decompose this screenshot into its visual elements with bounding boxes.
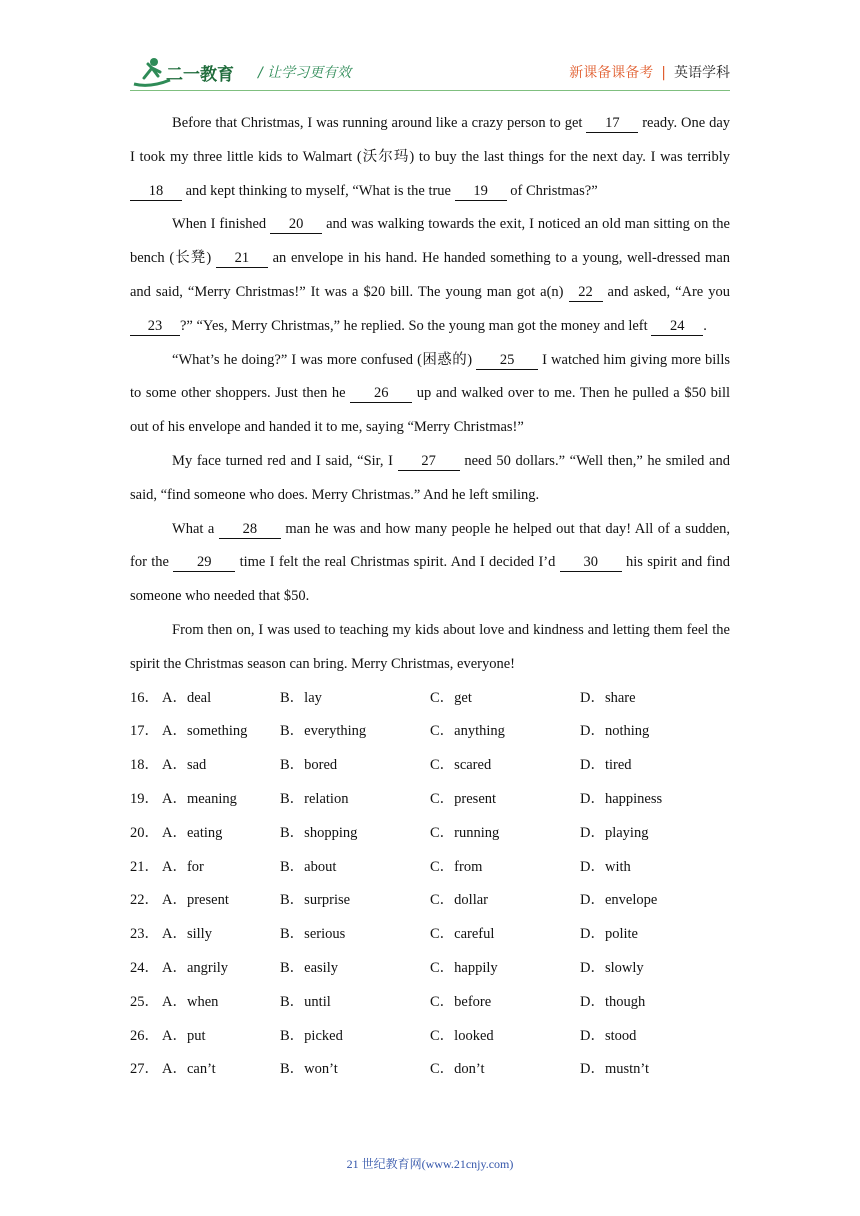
passage-text: When I finished [172,216,271,233]
option-choice: B．picked [280,1027,343,1044]
option-choice: D．though [580,993,646,1010]
logo [130,54,250,90]
answer-blank: 24 [651,317,703,336]
option-choice: C．get [430,689,472,706]
option-choice: A．deal [162,689,212,706]
option-cell [430,952,580,986]
answer-blank: 21 [216,249,268,268]
option-cell [280,851,430,885]
option-choice: B．surprise [280,892,351,909]
option-cell [430,1053,580,1087]
question-row [130,952,730,986]
option-choice: D．mustn’t [580,1061,650,1078]
question-row [130,749,730,783]
passage-paragraph [130,614,730,682]
passage-text: . [703,317,707,334]
option-cell [130,884,280,918]
option-choice: A．sad [162,757,207,774]
passage-text: and kept thinking to myself, “What is the true [182,182,455,199]
passage-paragraph [130,107,730,208]
question-row [130,715,730,749]
passage-text: need 50 dollars.” “Well then,” he smiled and said, “find someone who does. Merry Christmas.” And he left smiling. [130,452,730,503]
option-cell [430,986,580,1020]
option-cell [580,986,730,1020]
option-choice: D．share [580,689,636,706]
option-choice: C．looked [430,1027,494,1044]
passage-text: time I felt the real Christmas spirit. And I decided I’d [235,554,560,571]
option-choice: A．put [162,1027,206,1044]
option-choice: A．can’t [162,1061,216,1078]
option-cell [430,783,580,817]
option-choice: C．before [430,993,492,1010]
option-cell [280,1053,430,1087]
header-subject [569,62,730,82]
passage-paragraph [130,344,730,445]
question-number: 26． [130,1027,159,1044]
option-cell [280,682,430,716]
page-footer: 21 世纪教育网(www.21cnjy.com) [346,1157,514,1171]
option-choice: C．scared [430,757,492,774]
question-row [130,851,730,885]
option-cell [130,1020,280,1054]
passage-text: What a [172,520,219,537]
option-cell [430,817,580,851]
option-choice: A．eating [162,824,223,841]
option-cell [280,986,430,1020]
header-separator: | [661,65,666,81]
passage-text: From then on, I was used to teaching my kids about love and kindness and letting them feel the spirit the Christmas season can bring. Merry Christmas, everyone! [130,621,730,672]
passage-text: man he was and how many people he helped out that day! All of a sudden, for the [130,520,730,571]
option-choice: D．playing [580,824,649,841]
option-cell [130,986,280,1020]
option-choice: C．careful [430,926,495,943]
passage-text: up and walked over to me. Then he pulled a $50 bill out of his envelope and handed it to me, saying “Merry Christmas!” [130,385,730,436]
option-choice: D．slowly [580,959,644,976]
answer-blank: 30 [560,553,622,572]
option-choice: B．serious [280,926,346,943]
option-choice: B．shopping [280,824,358,841]
option-choice: C．anything [430,723,505,740]
option-choice: D．nothing [580,723,650,740]
question-number: 25． [130,993,159,1010]
option-cell [130,817,280,851]
passage-text: of Christmas?” [506,182,598,199]
option-cell [280,783,430,817]
logo-text: 二一教育 [166,65,234,85]
passage-text: his spirit and find someone who needed that $50. [130,554,730,605]
option-cell [280,817,430,851]
option-cell [130,918,280,952]
option-choice: B．won’t [280,1061,338,1078]
document-body [130,107,730,1087]
question-row [130,884,730,918]
question-row [130,817,730,851]
option-cell [430,884,580,918]
question-number: 20． [130,824,159,841]
answer-blank: 18 [130,182,182,201]
question-number: 24． [130,959,159,976]
option-choice: C．happily [430,959,498,976]
passage-paragraph [130,208,730,343]
answer-blank: 22 [569,283,603,302]
passage-text: “What’s he doing?” I was more confused (困惑的) [172,351,477,368]
option-cell [580,918,730,952]
option-choice: C．running [430,824,500,841]
option-cell [580,851,730,885]
option-cell [580,682,730,716]
option-cell [580,817,730,851]
option-choice: C．dollar [430,892,488,909]
option-cell [280,952,430,986]
option-cell [580,749,730,783]
option-choice: A．something [162,723,248,740]
question-number: 21． [130,858,159,875]
option-cell [580,1053,730,1087]
question-number: 19． [130,790,159,807]
option-cell [430,682,580,716]
option-cell [580,952,730,986]
option-choice: D．with [580,858,631,875]
option-choice: C．present [430,790,497,807]
option-choice: A．angrily [162,959,229,976]
option-cell [280,918,430,952]
header-divider [130,90,730,91]
answer-blank: 26 [350,384,412,403]
answer-blank: 17 [586,114,638,133]
option-cell [280,884,430,918]
option-cell [130,783,280,817]
passage-text: an envelope in his hand. He handed something to a young, well-dressed man and said, “Merry Christmas!” It was a $20 bill. The young man got a(n) [130,250,730,300]
option-cell [580,783,730,817]
option-choice: B．everything [280,723,367,740]
passage-text: ?” “Yes, Merry Christmas,” he replied. So the young man got the money and left [180,317,652,334]
cloze-passage [130,107,730,682]
question-row [130,986,730,1020]
option-cell [130,682,280,716]
header-course-label: 新课备课备考 [569,65,654,81]
question-number: 27． [130,1061,159,1078]
answer-blank: 25 [476,351,538,370]
option-cell [130,749,280,783]
passage-text: and asked, “Are you [602,283,730,300]
header-subject-label: 英语学科 [674,65,730,81]
question-number: 18． [130,757,159,774]
option-choice: B．relation [280,790,349,807]
option-cell [430,1020,580,1054]
question-row [130,1020,730,1054]
option-choice: B．until [280,993,331,1010]
answer-blank: 23 [130,317,180,336]
passage-paragraph [130,445,730,513]
option-choice: B．about [280,858,337,875]
question-number: 17． [130,723,159,740]
option-cell [580,884,730,918]
option-choice: D．happiness [580,790,663,807]
option-cell [430,749,580,783]
question-row [130,682,730,716]
option-choice: D．envelope [580,892,658,909]
question-row [130,783,730,817]
option-cell [580,1020,730,1054]
answer-blank: 28 [219,520,281,539]
answer-blank: 27 [398,452,460,471]
passage-text: My face turned red and I said, “Sir, I [172,452,398,469]
answer-blank: 19 [455,182,507,201]
question-number: 22． [130,892,159,909]
option-choice: A．for [162,858,204,875]
passage-text: I watched him giving more bills to some other shoppers. Just then he [130,351,731,402]
option-choice: D．stood [580,1027,637,1044]
answer-blank: 29 [173,553,235,572]
option-choice: A．when [162,993,219,1010]
passage-paragraph [130,513,730,614]
option-cell [130,715,280,749]
option-choice: A．silly [162,926,212,943]
passage-text: and was walking towards the exit, I noticed an old man sitting on the bench (长凳) [130,216,730,267]
option-choice: B．bored [280,757,338,774]
page-header [130,52,730,92]
option-choice: A．meaning [162,790,237,807]
option-cell [130,1053,280,1087]
option-cell [130,851,280,885]
option-cell [580,715,730,749]
option-choice: C．from [430,858,483,875]
option-cell [430,715,580,749]
question-number: 16． [130,689,159,706]
question-row [130,918,730,952]
option-choice: C．don’t [430,1061,485,1078]
option-choice: B．easily [280,959,338,976]
option-cell [280,715,430,749]
option-cell [280,749,430,783]
question-number: 23． [130,926,159,943]
passage-text: Before that Christmas, I was running around like a crazy person to get [172,115,587,131]
option-cell [130,952,280,986]
question-options [130,682,730,1088]
passage-text: ready. One day I took my three little kids to Walmart (沃尔玛) to buy the last things for the next day. I was terribly [130,115,730,165]
option-cell [430,918,580,952]
option-choice: D．polite [580,926,638,943]
option-cell [430,851,580,885]
slogan: / 让学习更有效 [258,65,352,81]
option-choice: B．lay [280,689,322,706]
answer-blank: 20 [270,215,322,234]
question-row [130,1053,730,1087]
option-choice: D．tired [580,757,632,774]
option-choice: A．present [162,892,229,909]
option-cell [280,1020,430,1054]
